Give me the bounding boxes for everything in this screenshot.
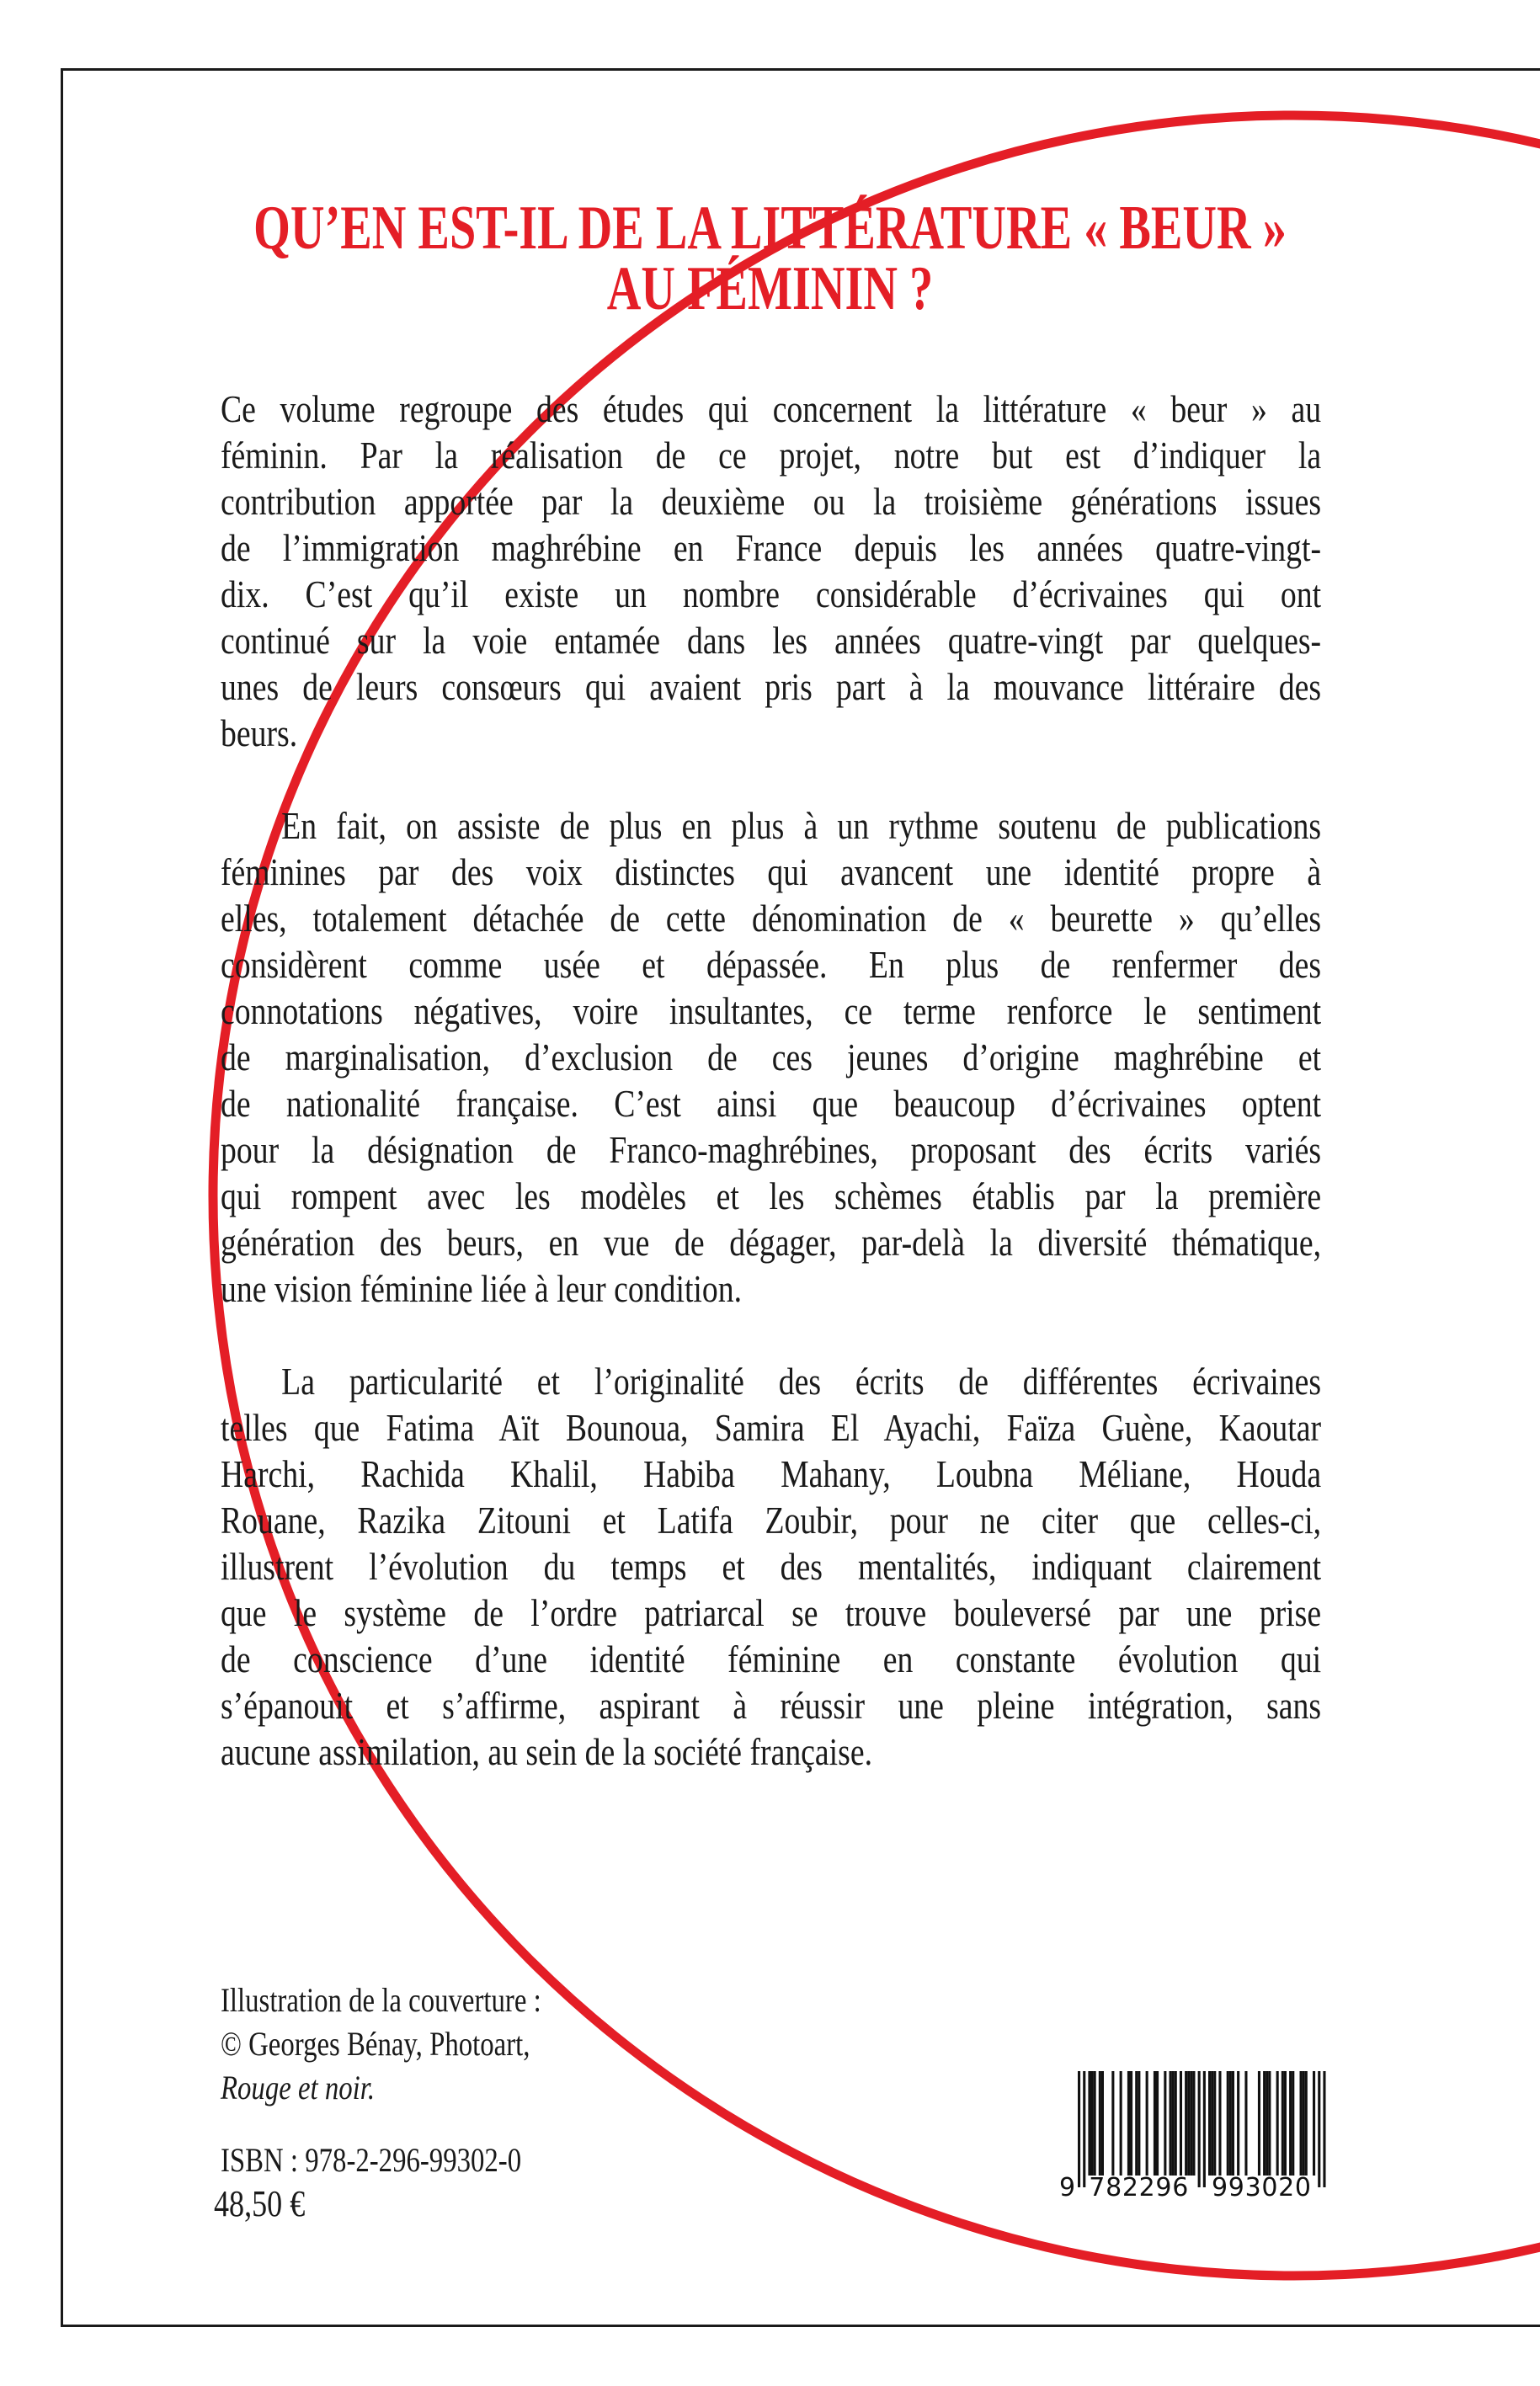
barcode-bar bbox=[1138, 2071, 1140, 2176]
credits-line: Rouge et noir. bbox=[221, 2069, 376, 2106]
barcode-bar bbox=[1258, 2071, 1260, 2176]
barcode-bar bbox=[1127, 2071, 1130, 2176]
paragraph-line: une vision féminine liée à leur condition. bbox=[221, 1267, 743, 1310]
barcode-bar bbox=[1088, 2071, 1090, 2176]
barcode-bar bbox=[1187, 2071, 1190, 2176]
barcode-bar bbox=[1094, 2071, 1096, 2176]
paragraph-line: de marginalisation, d’exclusion de ces jeunes d’origine maghrébine et bbox=[221, 1036, 1322, 1078]
barcode-bar bbox=[1190, 2071, 1192, 2176]
paragraph-line: unes de leurs consœurs qui avaient pris part à la mouvance littéraire des bbox=[221, 665, 1322, 708]
barcode-bar bbox=[1154, 2071, 1156, 2176]
paragraph-line: de conscience d’une identité féminine en constante évolution qui bbox=[221, 1638, 1322, 1680]
barcode-bar bbox=[1120, 2071, 1122, 2176]
paragraph-line: considèrent comme usée et dépassée. En plus de renfermer des bbox=[221, 943, 1322, 986]
barcode-bar bbox=[1232, 2071, 1234, 2176]
barcode-bar bbox=[1303, 2071, 1305, 2176]
barcode-bar bbox=[1091, 2071, 1094, 2176]
paragraph-line: En fait, on assiste de plus en plus à un rythme soutenu de publications bbox=[281, 804, 1322, 847]
title-line: AU FÉMININ ? bbox=[606, 254, 934, 323]
cover-credits bbox=[221, 1979, 611, 2110]
barcode-bar bbox=[1323, 2071, 1325, 2187]
paragraph-line: Ce volume regroupe des études qui concernent la littérature « beur » au bbox=[221, 387, 1322, 430]
paragraph bbox=[221, 1358, 1321, 1775]
paragraph-line: continué sur la voie entamée dans les années quatre-vingt par quelques- bbox=[221, 619, 1322, 662]
isbn-block bbox=[214, 2138, 588, 2226]
barcode-bar bbox=[1213, 2071, 1216, 2176]
barcode-bar bbox=[1170, 2071, 1172, 2176]
paragraph-line: pour la désignation de Franco-maghrébines, proposant des écrits variés bbox=[221, 1128, 1322, 1171]
barcode-bar bbox=[1229, 2071, 1232, 2176]
barcode-digits: 9 bbox=[1059, 2173, 1076, 2199]
barcode-bar bbox=[1276, 2071, 1279, 2176]
barcode-bar bbox=[1289, 2071, 1292, 2176]
barcode-bar bbox=[1203, 2071, 1206, 2187]
paragraph-line: telles que Fatima Aït Bounoua, Samira El Ayachi, Faïza Guène, Kaoutar bbox=[221, 1406, 1322, 1449]
barcode-bar bbox=[1083, 2071, 1085, 2187]
barcode-bar bbox=[1237, 2071, 1239, 2176]
back-cover-blurb bbox=[221, 386, 1321, 1821]
barcode-bar bbox=[1101, 2071, 1104, 2176]
paragraph-line: féminines par des voix distinctes qui avancent une identité propre à bbox=[221, 850, 1322, 893]
barcode-bar bbox=[1099, 2071, 1101, 2176]
barcode-bar bbox=[1266, 2071, 1268, 2176]
barcode-bar bbox=[1156, 2071, 1159, 2176]
barcode-bar bbox=[1300, 2071, 1303, 2176]
paragraph-line: de l’immigration maghrébine en France depuis les années quatre-vingt- bbox=[221, 526, 1322, 569]
barcode-bar bbox=[1208, 2071, 1211, 2176]
barcode-bar bbox=[1164, 2071, 1166, 2176]
barcode-bar bbox=[1192, 2071, 1195, 2176]
barcode-digits: 782296 bbox=[1089, 2173, 1189, 2199]
credits-line: Illustration de la couverture : bbox=[221, 1981, 541, 2019]
paragraph-line: elles, totalement détachée de cette dénomination de « beurette » qu’elles bbox=[221, 897, 1322, 940]
barcode-bar bbox=[1172, 2071, 1175, 2176]
paragraph-line: Rouane, Razika Zitouni et Latifa Zoubir, pour ne citer que celles-ci, bbox=[221, 1499, 1322, 1542]
barcode-bar bbox=[1111, 2071, 1114, 2176]
book-title bbox=[0, 194, 1540, 323]
paragraph-line: que le système de l’ordre patriarcal se trouve bouleversé par une prise bbox=[221, 1591, 1322, 1634]
barcode-bar bbox=[1318, 2071, 1320, 2187]
barcode-bar bbox=[1292, 2071, 1294, 2176]
barcode-bar bbox=[1263, 2071, 1266, 2176]
barcode-bar bbox=[1218, 2071, 1221, 2176]
paragraph-line: féminin. Par la réalisation de ce projet, notre but est d’indiquer la bbox=[221, 434, 1322, 477]
barcode-bar bbox=[1078, 2071, 1080, 2187]
paragraph-line: s’épanouit et s’affirme, aspirant à réussir une pleine intégration, sans bbox=[221, 1684, 1322, 1727]
barcode-bar bbox=[1268, 2071, 1271, 2176]
barcode-bar bbox=[1130, 2071, 1132, 2176]
paragraph bbox=[221, 802, 1321, 1312]
credits-line: © Georges Bénay, Photoart, bbox=[221, 2025, 530, 2063]
price-text: 48,50 € bbox=[214, 2183, 306, 2224]
paragraph-line: La particularité et l’originalité des écrits de différentes écrivaines bbox=[281, 1360, 1322, 1403]
paragraph-line: aucune assimilation, au sein de la société française. bbox=[221, 1730, 873, 1773]
paragraph-line: Harchi, Rachida Khalil, Habiba Mahany, Loubna Méliane, Houda bbox=[221, 1452, 1322, 1495]
barcode-bar bbox=[1175, 2071, 1177, 2176]
paragraph-line: génération des beurs, en vue de dégager, par-delà la diversité thématique, bbox=[221, 1221, 1322, 1264]
barcode-bar bbox=[1198, 2071, 1201, 2187]
paragraph-line: qui rompent avec les modèles et les schèmes établis par la première bbox=[221, 1174, 1322, 1217]
paragraph-line: illustrent l’évolution du temps et des mentalités, indiquant clairement bbox=[221, 1545, 1322, 1588]
barcode-bar bbox=[1313, 2071, 1315, 2176]
paragraph bbox=[221, 386, 1321, 756]
barcode-bar bbox=[1282, 2071, 1284, 2176]
barcode-bar bbox=[1135, 2071, 1138, 2176]
title-line: QU’EN EST-IL DE LA LITTÉRATURE « BEUR » bbox=[253, 194, 1287, 263]
paragraph-line: de nationalité française. C’est ainsi que beaucoup d’écrivaines optent bbox=[221, 1082, 1322, 1125]
barcode-bar bbox=[1185, 2071, 1187, 2176]
isbn-text: ISBN : 978-2-296-99302-0 bbox=[221, 2141, 522, 2179]
barcode-digits: 993020 bbox=[1212, 2173, 1311, 2199]
paragraph-line: dix. C’est qu’il existe un nombre considérable d’écrivaines qui ont bbox=[221, 573, 1322, 615]
barcode-bar bbox=[1284, 2071, 1287, 2176]
barcode-bar bbox=[1227, 2071, 1229, 2176]
paragraph-line: connotations négatives, voire insultantes, ce terme renforce le sentiment bbox=[221, 989, 1322, 1032]
barcode-bar bbox=[1305, 2071, 1308, 2176]
barcode-bar bbox=[1244, 2071, 1247, 2176]
barcode-bar bbox=[1211, 2071, 1213, 2176]
paragraph-line: contribution apportée par la deuxième ou la troisième générations issues bbox=[221, 480, 1322, 523]
barcode bbox=[1054, 2064, 1328, 2199]
barcode-bar bbox=[1146, 2071, 1148, 2176]
paragraph-line: beurs. bbox=[221, 711, 298, 754]
barcode-bar bbox=[1180, 2071, 1182, 2176]
